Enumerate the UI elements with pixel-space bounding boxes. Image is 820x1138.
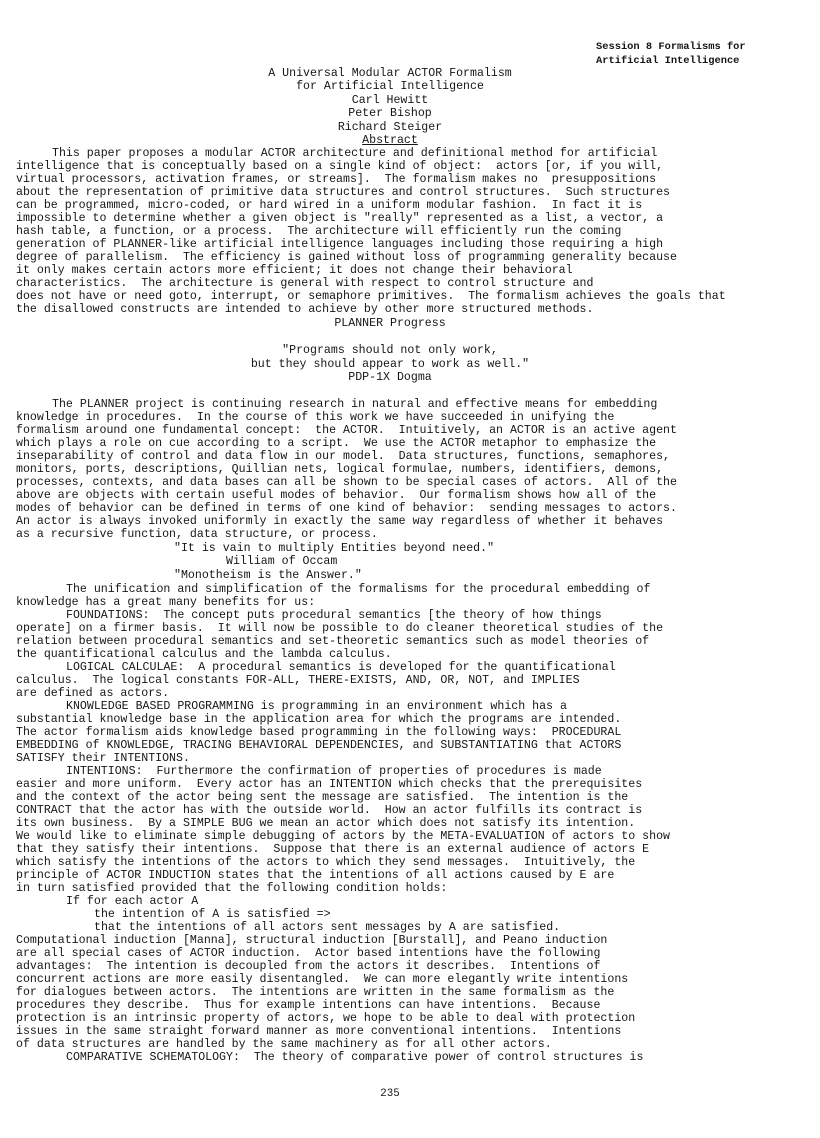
- body-line: KNOWLEDGE BASED PROGRAMMING is programming in an environment which has a: [66, 700, 567, 713]
- author: Richard Steiger: [337, 121, 443, 134]
- body-line: processes, contexts, and data bases can all be shown to be special cases of actors. All of the: [16, 476, 677, 489]
- body-line: which plays a role on cue according to a script. We use the ACTOR metaphor to emphasize the: [16, 437, 657, 450]
- session-line: Session 8 Formalisms for: [596, 41, 746, 53]
- section-heading: PLANNER Progress: [334, 317, 446, 330]
- body-line: If for each actor A: [66, 895, 199, 908]
- body-line: the intention of A is satisfied =>: [94, 908, 331, 921]
- epigraph-line: but they should appear to work as well.": [250, 358, 530, 371]
- abstract-line: the disallowed constructs are intended to achieve by other more structured methods.: [16, 303, 594, 316]
- body-line: An actor is always invoked uniformly in exactly the same way regardless of whether it behaves: [16, 515, 664, 528]
- body-line: the quantificational calculus and the lambda calculus.: [16, 648, 392, 661]
- body-line: calculus. The logical constants FOR-ALL, THERE-EXISTS, AND, OR, NOT, and IMPLIES: [16, 674, 580, 687]
- abstract-line: about the representation of primitive data structures and control structures. Such structures: [16, 186, 670, 199]
- body-line: inseparability of control and data flow in our model. Data structures, functions, semaphores,: [16, 450, 670, 463]
- body-line: principle of ACTOR INDUCTION states that the intentions of all actions caused by E are: [16, 869, 615, 882]
- body-line: The actor formalism aids knowledge based programming in the following ways: PROCEDURAL: [16, 726, 622, 739]
- body-line: are all special cases of ACTOR induction. Actor based intentions have the following: [16, 947, 601, 960]
- body-line: for dialogues between actors. The intentions are written in the same formalism as the: [16, 986, 615, 999]
- abstract-line: it only makes certain actors more efficient; it does not change their behavioral: [16, 264, 573, 277]
- body-line: The unification and simplification of the formalisms for the procedural embedding of: [66, 583, 651, 596]
- epigraph-attribution: William of Occam: [226, 555, 338, 568]
- body-line: monitors, ports, descriptions, Quillian nets, logical formulae, numbers, identifiers, demons,: [16, 463, 664, 476]
- body-line: are defined as actors.: [16, 687, 170, 700]
- body-line: easier and more uniform. Every actor has an INTENTION which checks that the prerequisites: [16, 778, 643, 791]
- abstract-line: generation of PLANNER-like artificial intelligence languages including those requiring a high: [16, 238, 664, 251]
- body-line: concurrent actions are more easily disentangled. We can more elegantly write intentions: [16, 973, 629, 986]
- body-line: CONTRACT that the actor has with the outside world. How an actor fulfills its contract is: [16, 804, 643, 817]
- abstract-line: This paper proposes a modular ACTOR architecture and definitional method for artificial: [52, 147, 658, 160]
- session-line: Artificial Intelligence: [596, 55, 740, 67]
- body-line: procedures they describe. Thus for example intentions can have intentions. Because: [16, 999, 601, 1012]
- abstract-line: degree of parallelism. The efficiency is gained without loss of programming generality because: [16, 251, 677, 264]
- body-line: FOUNDATIONS: The concept puts procedural semantics [the theory of how things: [66, 609, 602, 622]
- body-line: operate] on a firmer basis. It will now be possible to do cleaner theoretical studies of the: [16, 622, 664, 635]
- body-line: its own business. By a SIMPLE BUG we mean an actor which does not satisfy its intention.: [16, 817, 636, 830]
- abstract-line: intelligence that is conceptually based on a single kind of object: actors [or, if you will,: [16, 160, 664, 173]
- epigraph-line: "It is vain to multiply Entities beyond need.": [174, 542, 495, 555]
- epigraph-line: "Programs should not only work,: [282, 344, 498, 357]
- body-line: advantages: The intention is decoupled from the actors it describes. Intentions of: [16, 960, 601, 973]
- body-line: EMBEDDING of KNOWLEDGE, TRACING BEHAVIORAL DEPENDENCIES, and SUBSTANTIATING that ACTORS: [16, 739, 622, 752]
- author: Carl Hewitt: [351, 94, 429, 107]
- body-line: that they satisfy their intentions. Suppose that there is an external audience of actors E: [16, 843, 650, 856]
- paper-title: A Universal Modular ACTOR Formalism: [268, 67, 512, 80]
- abstract-line: impossible to determine whether a given object is "really" represented as a list, a vector, a: [16, 212, 664, 225]
- page-number: 235: [380, 1088, 400, 1100]
- body-line: SATISFY their INTENTIONS.: [16, 752, 190, 765]
- body-line: which satisfy the intentions of the actors to which they send messages. Intuitively, the: [16, 856, 636, 869]
- body-line: We would like to eliminate simple debugging of actors by the META-EVALUATION of actors to show: [16, 830, 670, 843]
- body-line: knowledge has a great many benefits for us:: [16, 596, 316, 609]
- abstract-line: hash table, a function, or a process. The architecture will efficiently run the coming: [16, 225, 622, 238]
- body-line: that the intentions of all actors sent messages by A are satisfied.: [94, 921, 561, 934]
- abstract-heading: Abstract: [362, 134, 418, 147]
- body-line: issues in the same straight forward manner as more conventional intentions. Intentions: [16, 1025, 622, 1038]
- body-line: knowledge in procedures. In the course of this work we have succeeded in unifying the: [16, 411, 615, 424]
- abstract-line: characteristics. The architecture is general with respect to control structure and: [16, 277, 594, 290]
- body-line: relation between procedural semantics and set-theoretic semantics such as model theories of: [16, 635, 650, 648]
- abstract-line: can be programmed, micro-coded, or hard wired in a uniform modular fashion. In fact it is: [16, 199, 643, 212]
- body-line: Computational induction [Manna], structural induction [Burstall], and Peano induction: [16, 934, 608, 947]
- body-line: above are objects with certain useful modes of behavior. Our formalism shows how all of the: [16, 489, 657, 502]
- body-line: and the context of the actor being sent the message are satisfied. The intention is the: [16, 791, 629, 804]
- epigraph-attribution: PDP-1X Dogma: [348, 371, 432, 384]
- body-line: substantial knowledge base in the application area for which the programs are intended.: [16, 713, 622, 726]
- body-line: The PLANNER project is continuing research in natural and effective means for embedding: [52, 398, 658, 411]
- body-line: INTENTIONS: Furthermore the confirmation of properties of procedures is made: [66, 765, 602, 778]
- abstract-line: virtual processors, activation frames, or streams]. The formalism makes no presuppositions: [16, 173, 657, 186]
- abstract-line: does not have or need goto, interrupt, or semaphore primitives. The formalism achieves the goals that: [16, 290, 726, 303]
- body-line: formalism around one fundamental concept: the ACTOR. Intuitively, an ACTOR is an active agent: [16, 424, 677, 437]
- body-line: modes of behavior can be defined in terms of one kind of behavior: sending messages to actors.: [16, 502, 677, 515]
- author: Peter Bishop: [348, 107, 432, 120]
- body-line: protection is an intrinsic property of actors, we hope to be able to deal with protection: [16, 1012, 636, 1025]
- body-line: in turn satisfied provided that the following condition holds:: [16, 882, 448, 895]
- session-header: [596, 40, 746, 68]
- body-line: LOGICAL CALCULAE: A procedural semantics is developed for the quantificational: [66, 661, 616, 674]
- paper-title: for Artificial Intelligence: [296, 80, 484, 93]
- body-line: of data structures are handled by the same machinery as for all other actors.: [16, 1038, 552, 1051]
- body-line: COMPARATIVE SCHEMATOLOGY: The theory of comparative power of control structures is: [66, 1051, 644, 1064]
- body-line: as a recursive function, data structure, or process.: [16, 528, 378, 541]
- epigraph-line: "Monotheism is the Answer.": [174, 569, 362, 582]
